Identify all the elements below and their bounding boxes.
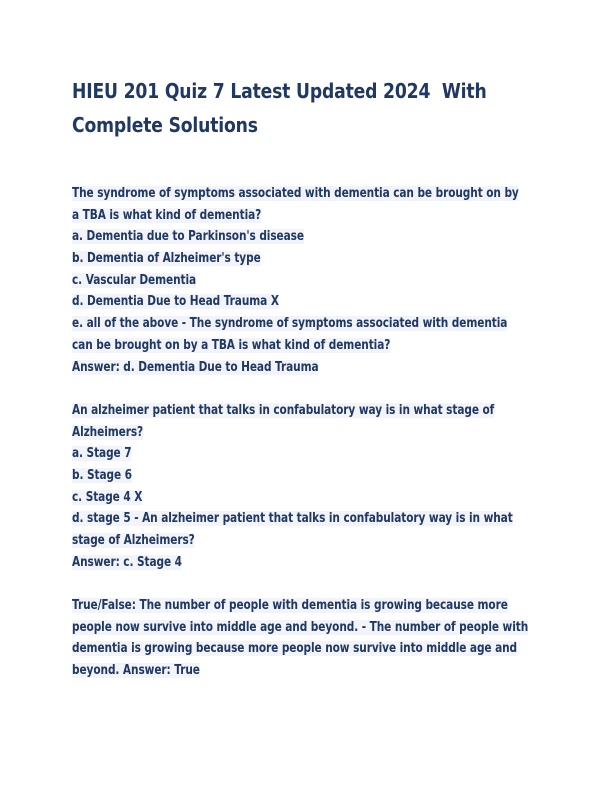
spacer xyxy=(72,378,504,400)
spacer xyxy=(72,573,504,595)
answer-option: can be brought on by a TBA is what kind of dementia? xyxy=(72,337,391,353)
answer-option: c. Stage 4 X xyxy=(72,489,143,505)
answer-option: b. Stage 6 xyxy=(72,467,132,483)
document-title xyxy=(72,74,487,142)
question-text-line: dementia is growing because more people now survive into middle age and xyxy=(72,641,518,657)
question-block xyxy=(72,595,529,682)
answer-line: beyond. Answer: True xyxy=(72,663,200,679)
answer-option: d. Dementia Due to Head Trauma X xyxy=(72,294,279,310)
question-text-line: The syndrome of symptoms associated with dementia can be brought on by xyxy=(72,186,519,201)
question-text-line: True/False: The number of people with dementia is growing because more xyxy=(72,598,508,614)
question-text-line: An alzheimer patient that talks in confabulatory way is in what stage of xyxy=(72,402,495,418)
answer-line: Answer: c. Stage 4 xyxy=(72,554,182,570)
question-text-line: people now survive into middle age and beyond. - The number of people with xyxy=(72,619,529,635)
answer-option: a. Dementia due to Parkinson's disease xyxy=(72,229,304,245)
question-block xyxy=(72,183,519,378)
question-text-line: Alzheimers? xyxy=(72,424,144,440)
answer-option: a. Stage 7 xyxy=(72,446,132,462)
title-line: Complete Solutions xyxy=(72,113,258,137)
answer-line: Answer: d. Dementia Due to Head Trauma xyxy=(72,359,319,375)
answer-option: d. stage 5 - An alzheimer patient that talks in confabulatory way is in what xyxy=(72,511,513,527)
answer-option: b. Dementia of Alzheimer's type xyxy=(72,251,261,267)
answer-option: stage of Alzheimers? xyxy=(72,533,195,548)
answer-option: c. Vascular Dementia xyxy=(72,272,197,288)
title-line: HIEU 201 Quiz 7 Latest Updated 2024 With xyxy=(72,79,487,103)
answer-option: e. all of the above - The syndrome of symptoms associated with dementia xyxy=(72,316,508,332)
question-text-line: a TBA is what kind of dementia? xyxy=(72,207,262,223)
question-block xyxy=(72,400,513,574)
quiz-body xyxy=(72,183,529,682)
